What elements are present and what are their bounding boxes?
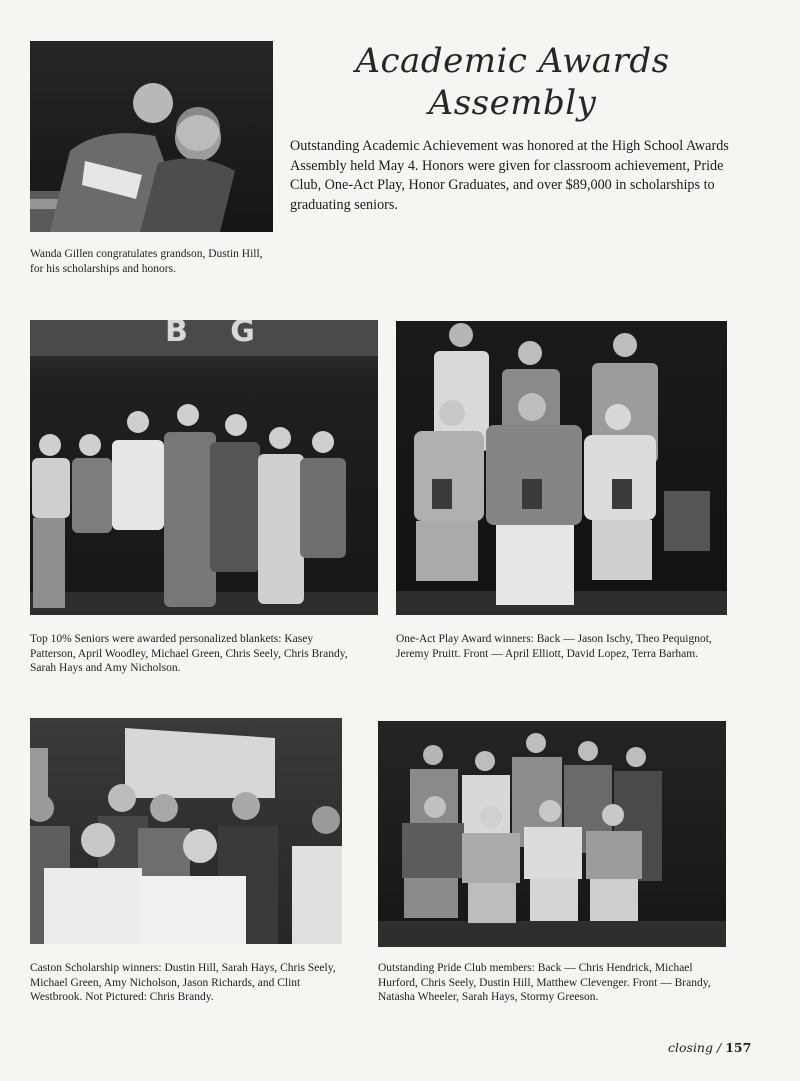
photo-grandmother-image (30, 41, 273, 232)
title-line-1: Academic Awards (355, 41, 670, 81)
photo-top-seniors-image (30, 320, 378, 615)
title-line-2: Assembly (428, 83, 597, 123)
photo-pride-club (378, 721, 726, 947)
caption-bottom-left: Caston Scholarship winners: Dustin Hill, Sarah Hays, Chris Seely, Michael Green, Amy Nicholson, Jason Richards, and Clint Westbrook. Not Pictured: Chris Brandy. (30, 962, 336, 1003)
photo-top-seniors (30, 320, 378, 615)
photo-one-act-play (396, 321, 727, 615)
photo-one-act-play-image (396, 321, 727, 615)
caption-mid-left: Top 10% Seniors were awarded personalized blankets: Kasey Patterson, April Woodley, Michael Green, Chris Seely, Chris Brandy, Sarah Hays and Amy Nicholson. (30, 633, 348, 674)
page-folio (668, 1040, 751, 1055)
folio-page-number: 157 (725, 1040, 752, 1055)
caption-top: Wanda Gillen congratulates grandson, Dustin Hill, for his scholarships and honors. (30, 248, 263, 275)
photo-pride-club-image (378, 721, 726, 947)
backdrop-letters: B G (165, 320, 271, 349)
caption-mid-right: One-Act Play Award winners: Back — Jason Ischy, Theo Pequignot, Jeremy Pruitt. Front — April Elliott, David Lopez, Terra Barham. (396, 633, 712, 660)
folio-section: closing (668, 1040, 713, 1055)
caption-bottom-right: Outstanding Pride Club members: Back — Chris Hendrick, Michael Hurford, Chris Seely, Dustin Hill, Matthew Clevenger. Front — Brandy, Natasha Wheeler, Sarah Hays, Stormy Greeson. (378, 962, 711, 1003)
photo-grandmother-congratulates (30, 41, 273, 232)
folio-separator: / (716, 1040, 722, 1055)
photo-caston-scholarship (30, 718, 342, 944)
intro-paragraph: Outstanding Academic Achievement was honored at the High School Awards Assembly held May 4. Honors were given for classroom achievement, Pride Club, One-Act Play, Honor Graduates, and over $89,000 in scholarships to graduating seniors. (290, 138, 729, 213)
page-title (340, 40, 685, 124)
photo-caston-image (30, 718, 342, 944)
